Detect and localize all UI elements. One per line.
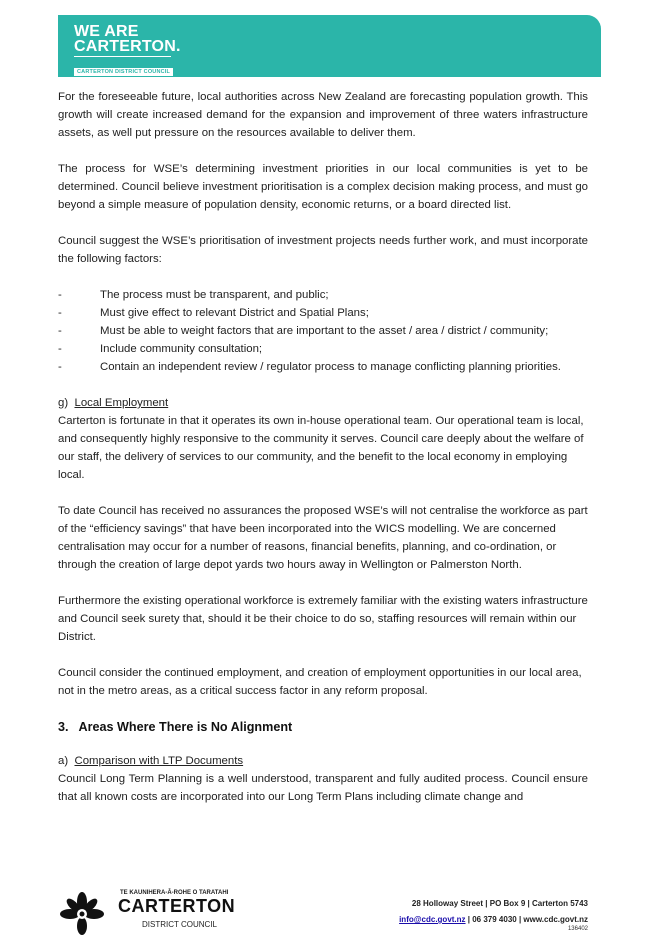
list-item: - Must be able to weight factors that are important to the asset / area / district / community; [58, 322, 588, 340]
dash-marker: - [58, 307, 62, 319]
list-item: - The process must be transparent, and public; [58, 286, 588, 304]
paragraph-prioritisation: Council suggest the WSE’s prioritisation of investment projects needs further work, and must incorporate the following factors: [58, 235, 588, 265]
footer-address: 28 Holloway Street | PO Box 9 | Carterton 5743 [411, 899, 588, 908]
paragraph-operational-team: Carterton is fortunate in that it operates its own in-house operational team. Our operational team is local, and consequently highly responsive to the community it serves. Council care deeply about the welfare of our staff, the delivery of services to our community, and the benefit to the local economy in employing local. [58, 415, 584, 481]
footer-phone-web: | 06 379 4030 | www.cdc.govt.nz [465, 915, 588, 924]
header-logo [74, 24, 181, 78]
paragraph-centralisation: To date Council has received no assurances the proposed WSE’s will not centralise the workforce as part of the “efficiency savings” that have been incorporated into the WICS modelling. We are concerned centralisation may occur for a number of reasons, financial benefits, planning, and co-ordination, or through the creation of large depot yards two hours away in Wellington or Palmerston North. [58, 505, 588, 571]
list-item: - Must give effect to relevant District and Spatial Plans; [58, 304, 588, 322]
logo-rule [74, 56, 171, 57]
factor-list [58, 286, 588, 376]
paragraph-investment: The process for WSE’s determining investment priorities in our local communities is yet to be determined. Council believe investment prioritisation is a complex decision making process, and must go beyond a simple measure of population density, economic returns, or a board directed list. [58, 163, 588, 211]
footer-district-council: DISTRICT COUNCIL [142, 920, 217, 929]
paragraph-workforce: Furthermore the existing operational workforce is extremely familiar with the existing waters infrastructure and Council seek surety that, should it be their choice to do so, staffing resources will remain within our District. [58, 595, 588, 643]
document-body [58, 88, 588, 824]
document-code: 136402 [567, 926, 588, 932]
paragraph-long-term-planning: Council Long Term Planning is a well understood, transparent and fully audited process. Council ensure that all known costs are incorporated into our Long Term Plans including climate change and [58, 773, 588, 803]
dash-marker: - [58, 343, 62, 355]
logo-subtitle: CARTERTON DISTRICT COUNCIL [74, 68, 173, 76]
logo-line2: CARTERTON. [74, 38, 181, 55]
footer-carterton: CARTERTON [118, 896, 236, 916]
dash-marker: - [58, 325, 62, 337]
list-item: - Contain an independent review / regulator process to manage conflicting planning priorities. [58, 358, 588, 376]
email-link[interactable]: info@cdc.govt.nz [399, 915, 466, 924]
footer-contact-line [399, 912, 588, 928]
list-item: - Include community consultation; [58, 340, 588, 358]
paragraph-employment: Council consider the continued employment, and creation of employment opportunities in our local area, not in the metro areas, as a critical success factor in any reform proposal. [58, 667, 582, 697]
subheading-local-employment: g) Local Employment [58, 397, 169, 409]
subheading-ltp-comparison: a) Comparison with LTP Documents [58, 755, 244, 767]
logo-line1: WE ARE [74, 23, 139, 40]
dash-marker: - [58, 289, 62, 301]
paragraph-growth: For the foreseeable future, local authorities across New Zealand are forecasting population growth. This growth will create increased demand for the expansion and improvement of three waters infrastructure assets, as well put pressure on the resources available to deliver them. [58, 91, 588, 139]
section-title-no-alignment: 3. Areas Where There is No Alignment [58, 720, 293, 734]
dash-marker: - [58, 361, 62, 373]
footer-maori-name: TE KAUNIHERA-Ā-ROHE O TARATAHI [120, 890, 229, 896]
clematis-flower-icon [60, 892, 104, 936]
footer-contact [399, 896, 588, 928]
